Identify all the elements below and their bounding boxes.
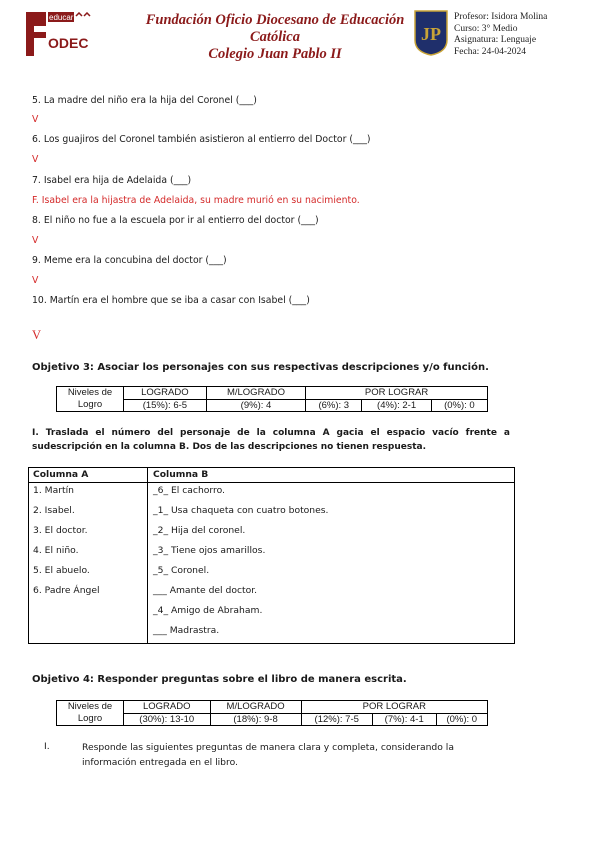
objective-4-instruction: Responde las siguientes preguntas de manera clara y completa, considerando la información entregada en el libro. [82, 742, 454, 768]
column-a-item: 5. El abuelo. [33, 565, 90, 576]
objective-4-title: Objetivo 4: Responder preguntas sobre el libro de manera escrita. [32, 674, 407, 685]
answer-8: V [32, 235, 39, 246]
level-value: (12%): 7-5 [301, 713, 372, 726]
answer-9: V [32, 275, 39, 286]
column-a-item: 6. Padre Ángel [33, 585, 100, 596]
answer-6: V [32, 154, 39, 165]
level-logrado: LOGRADO [124, 701, 211, 714]
course: Curso: 3° Medio [454, 23, 518, 34]
level-value: (0%): 0 [431, 399, 487, 412]
column-a-item: 1. Martín [33, 485, 74, 496]
levels-table-4 [56, 700, 488, 726]
answer-7: F. Isabel era la hijastra de Adelaida, su madre murió en su nacimiento. [32, 195, 360, 206]
column-b-item: _6_ El cachorro. [153, 485, 225, 496]
odec-logo [26, 12, 104, 56]
level-value: (9%): 4 [206, 399, 305, 412]
column-b-item: _2_ Hija del coronel. [153, 525, 246, 536]
level-value: (30%): 13-10 [124, 713, 211, 726]
question-6: 6. Los guajiros del Coronel también asistieron al entierro del Doctor (___) [32, 134, 371, 145]
objective-3-instruction: I. Traslada el número del personaje de la columna A gacia el espacio vacío frente a sudescripción en la columna B. Dos de las descripciones no tienen respuesta. [32, 428, 510, 452]
levels-label [57, 701, 124, 726]
logo-educar-text: educar [49, 13, 74, 22]
column-b-header: Columna B [153, 469, 209, 480]
answer-10: V [32, 328, 42, 342]
column-a-header: Columna A [33, 469, 89, 480]
matching-table [28, 467, 515, 644]
level-medianamente-logrado: M/LOGRADO [210, 701, 301, 714]
subject: Asignatura: Lenguaje [454, 35, 537, 45]
institution-title [120, 12, 430, 63]
level-value: (18%): 9-8 [210, 713, 301, 726]
levels-label-line-2: Logro [77, 713, 103, 724]
levels-label [57, 387, 124, 412]
question-7: 7. Isabel era hija de Adelaida (___) [32, 175, 192, 186]
level-value: (4%): 2-1 [362, 399, 431, 412]
level-value: (6%): 3 [306, 399, 362, 412]
level-value: (7%): 4-1 [372, 713, 436, 726]
roman-numeral: I. [44, 741, 50, 752]
column-b-item: ___ Amante del doctor. [153, 585, 258, 596]
column-b-item: _4_ Amigo de Abraham. [153, 605, 263, 616]
school-crest [414, 10, 448, 56]
date: Fecha: 24-04-2024 [454, 46, 527, 57]
logo-odec-text: ODEC [48, 35, 89, 51]
column-b-item: _1_ Usa chaqueta con cuatro botones. [153, 505, 329, 516]
column-a-item: 4. El niño. [33, 545, 79, 556]
levels-table-3 [56, 386, 488, 412]
level-value: (0%): 0 [436, 713, 487, 726]
level-value: (15%): 6-5 [124, 399, 207, 412]
title-line-2: Colegio Juan Pablo II [208, 46, 342, 62]
levels-label-line-1: Niveles de [67, 701, 113, 712]
levels-label-line-1: Niveles de [67, 387, 113, 398]
column-a-item: 2. Isabel. [33, 505, 75, 516]
question-9: 9. Meme era la concubina del doctor (___) [32, 255, 227, 266]
column-b-item: ___ Madrastra. [153, 625, 220, 636]
question-5: 5. La madre del niño era la hija del Coronel (___) [32, 95, 257, 106]
answer-5: V [32, 114, 39, 125]
level-por-lograr: POR LOGRAR [301, 701, 487, 714]
question-8: 8. El niño no fue a la escuela por ir al entierro del doctor (___) [32, 215, 319, 226]
level-medianamente-logrado: M/LOGRADO [206, 387, 305, 400]
column-a-item: 3. El doctor. [33, 525, 88, 536]
question-10: 10. Martín era el hombre que se iba a casar con Isabel (___) [32, 295, 310, 306]
level-por-lograr: POR LOGRAR [306, 387, 488, 400]
crest-letters: JP [421, 24, 441, 44]
teacher: Profesor: Isidora Molina [454, 12, 548, 22]
level-logrado: LOGRADO [124, 387, 207, 400]
header-info [454, 12, 547, 58]
levels-label-line-2: Logro [77, 399, 103, 410]
column-b-item: _5_ Coronel. [153, 565, 210, 576]
column-b-item: _3_ Tiene ojos amarillos. [153, 545, 266, 556]
objective-3-title: Objetivo 3: Asociar los personajes con sus respectivas descripciones y/o función. [32, 362, 489, 373]
title-line-1: Fundación Oficio Diocesano de Educación Católica [145, 12, 405, 45]
